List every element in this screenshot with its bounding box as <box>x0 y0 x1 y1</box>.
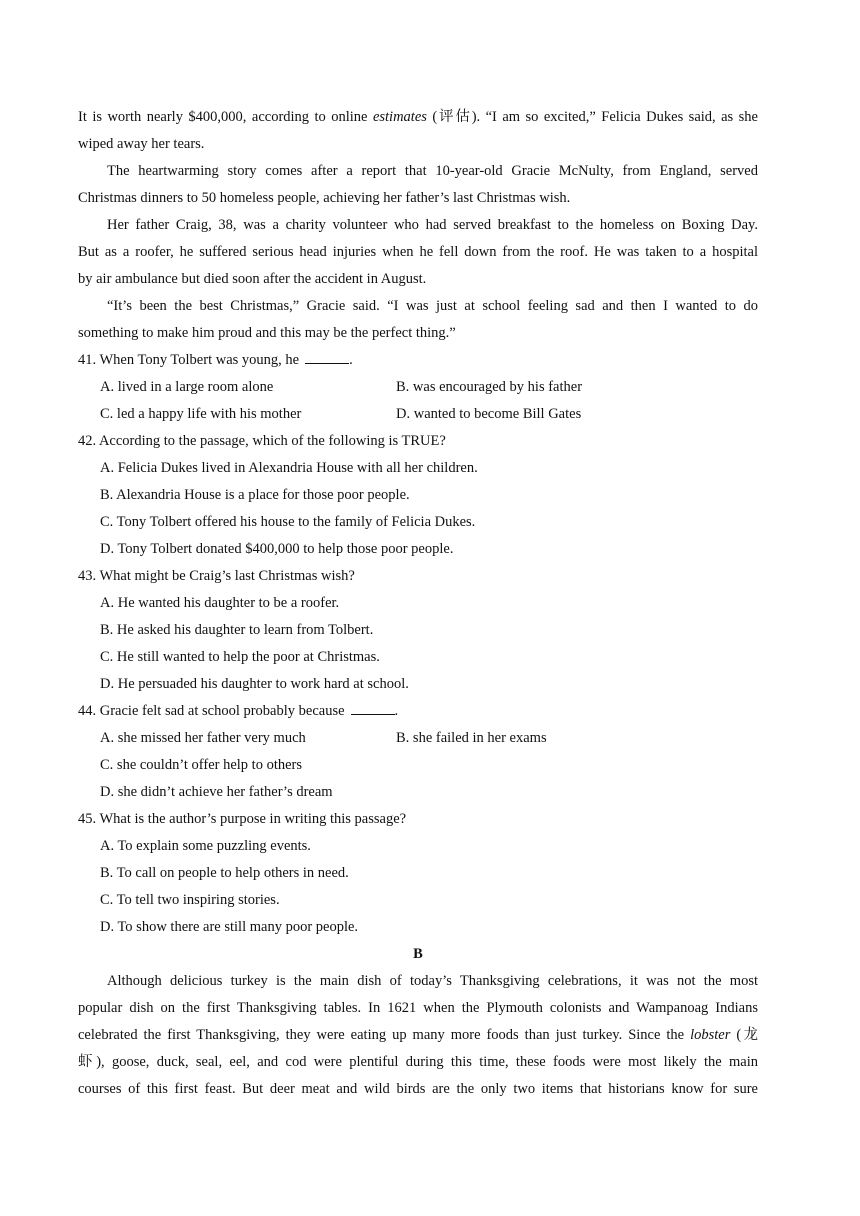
question-43-stem: 43. What might be Craig’s last Christmas wish? <box>78 568 355 584</box>
document-page <box>78 104 758 1103</box>
option-a: A. Felicia Dukes lived in Alexandria House with all her children. <box>100 460 478 476</box>
option-c: C. Tony Tolbert offered his house to the family of Felicia Dukes. <box>100 514 476 530</box>
italic-term: estimates <box>372 109 427 125</box>
option-a: A. He wanted his daughter to be a roofer. <box>100 595 340 611</box>
option-c: C. led a happy life with his mother <box>100 406 302 422</box>
option-b: B. Alexandria House is a place for those poor people. <box>100 487 410 503</box>
passage-a-p2-line-2: Christmas dinners to 50 homeless people, achieving her father’s last Christmas wish. <box>78 190 571 206</box>
section-b-line-3: celebrated the first Thanksgiving, they were eating up many more foods than just turkey. Since the lobster (龙 <box>78 1027 758 1043</box>
option-c: C. He still wanted to help the poor at Christmas. <box>100 649 380 665</box>
question-44-stem: 44. Gracie felt sad at school probably because . <box>78 698 758 725</box>
option-c: C. To tell two inspiring stories. <box>100 892 280 908</box>
option-d: D. To show there are still many poor people. <box>100 919 359 935</box>
option-d: D. wanted to become Bill Gates <box>396 406 582 422</box>
question-45-stem: 45. What is the author’s purpose in writing this passage? <box>78 811 407 827</box>
option-b: B. He asked his daughter to learn from Tolbert. <box>100 622 374 638</box>
passage-a-p4-line-1: “It’s been the best Christmas,” Gracie said. “I was just at school feeling sad and then I wanted to do <box>107 298 758 314</box>
passage-a-p4-line-2: something to make him proud and this may be the perfect thing.” <box>78 325 456 341</box>
section-b-line-2: popular dish on the first Thanksgiving tables. In 1621 when the Plymouth colonists and Wampanoag Indians <box>78 1000 758 1016</box>
option-a: A. lived in a large room alone <box>100 379 274 395</box>
question-41-options-row-1 <box>78 374 758 401</box>
answer-blank <box>351 700 395 715</box>
italic-term: lobster <box>690 1027 731 1043</box>
option-a: A. To explain some puzzling events. <box>100 838 311 854</box>
option-d: D. He persuaded his daughter to work hard at school. <box>100 676 409 692</box>
option-b: B. she failed in her exams <box>396 730 547 746</box>
passage-a-p3-line-2: But as a roofer, he suffered serious head injuries when he fell down from the roof. He was taken to a hospital <box>78 244 758 260</box>
option-d: D. she didn’t achieve her father’s dream <box>100 784 333 800</box>
section-b-heading: B <box>413 946 423 962</box>
section-b-line-1: Although delicious turkey is the main dish of today’s Thanksgiving celebrations, it was not the most <box>107 973 758 989</box>
question-41-options-row-2 <box>78 401 758 428</box>
passage-a-p3-line-1: Her father Craig, 38, was a charity volunteer who had served breakfast to the homeless on Boxing Day. <box>107 217 758 233</box>
option-b: B. To call on people to help others in need. <box>100 865 349 881</box>
question-41-stem: 41. When Tony Tolbert was young, he . <box>78 347 758 374</box>
option-c: C. she couldn’t offer help to others <box>100 757 303 773</box>
passage-a-p2-line-1: The heartwarming story comes after a report that 10-year-old Gracie McNulty, from England, served <box>107 163 758 179</box>
option-a: A. she missed her father very much <box>100 730 306 746</box>
option-b: B. was encouraged by his father <box>396 379 583 395</box>
option-d: D. Tony Tolbert donated $400,000 to help those poor people. <box>100 541 454 557</box>
passage-a-p3-line-3: by air ambulance but died soon after the accident in August. <box>78 271 427 287</box>
section-b-line-5: courses of this first feast. But deer meat and wild birds are the only two items that historians know for sure <box>78 1081 758 1097</box>
passage-a-p1-line-2: wiped away her tears. <box>78 136 205 152</box>
section-b-line-4: 虾), goose, duck, seal, eel, and cod were plentiful during this time, these foods were most likely the main <box>78 1054 758 1070</box>
answer-blank <box>305 349 349 364</box>
question-42-stem: 42. According to the passage, which of the following is TRUE? <box>78 433 446 449</box>
passage-a-p1-line-1: It is worth nearly $400,000, according to online estimates (评估). “I am so excited,” Felicia Dukes said, as she <box>78 109 758 125</box>
question-44-options-row-1 <box>78 725 758 752</box>
